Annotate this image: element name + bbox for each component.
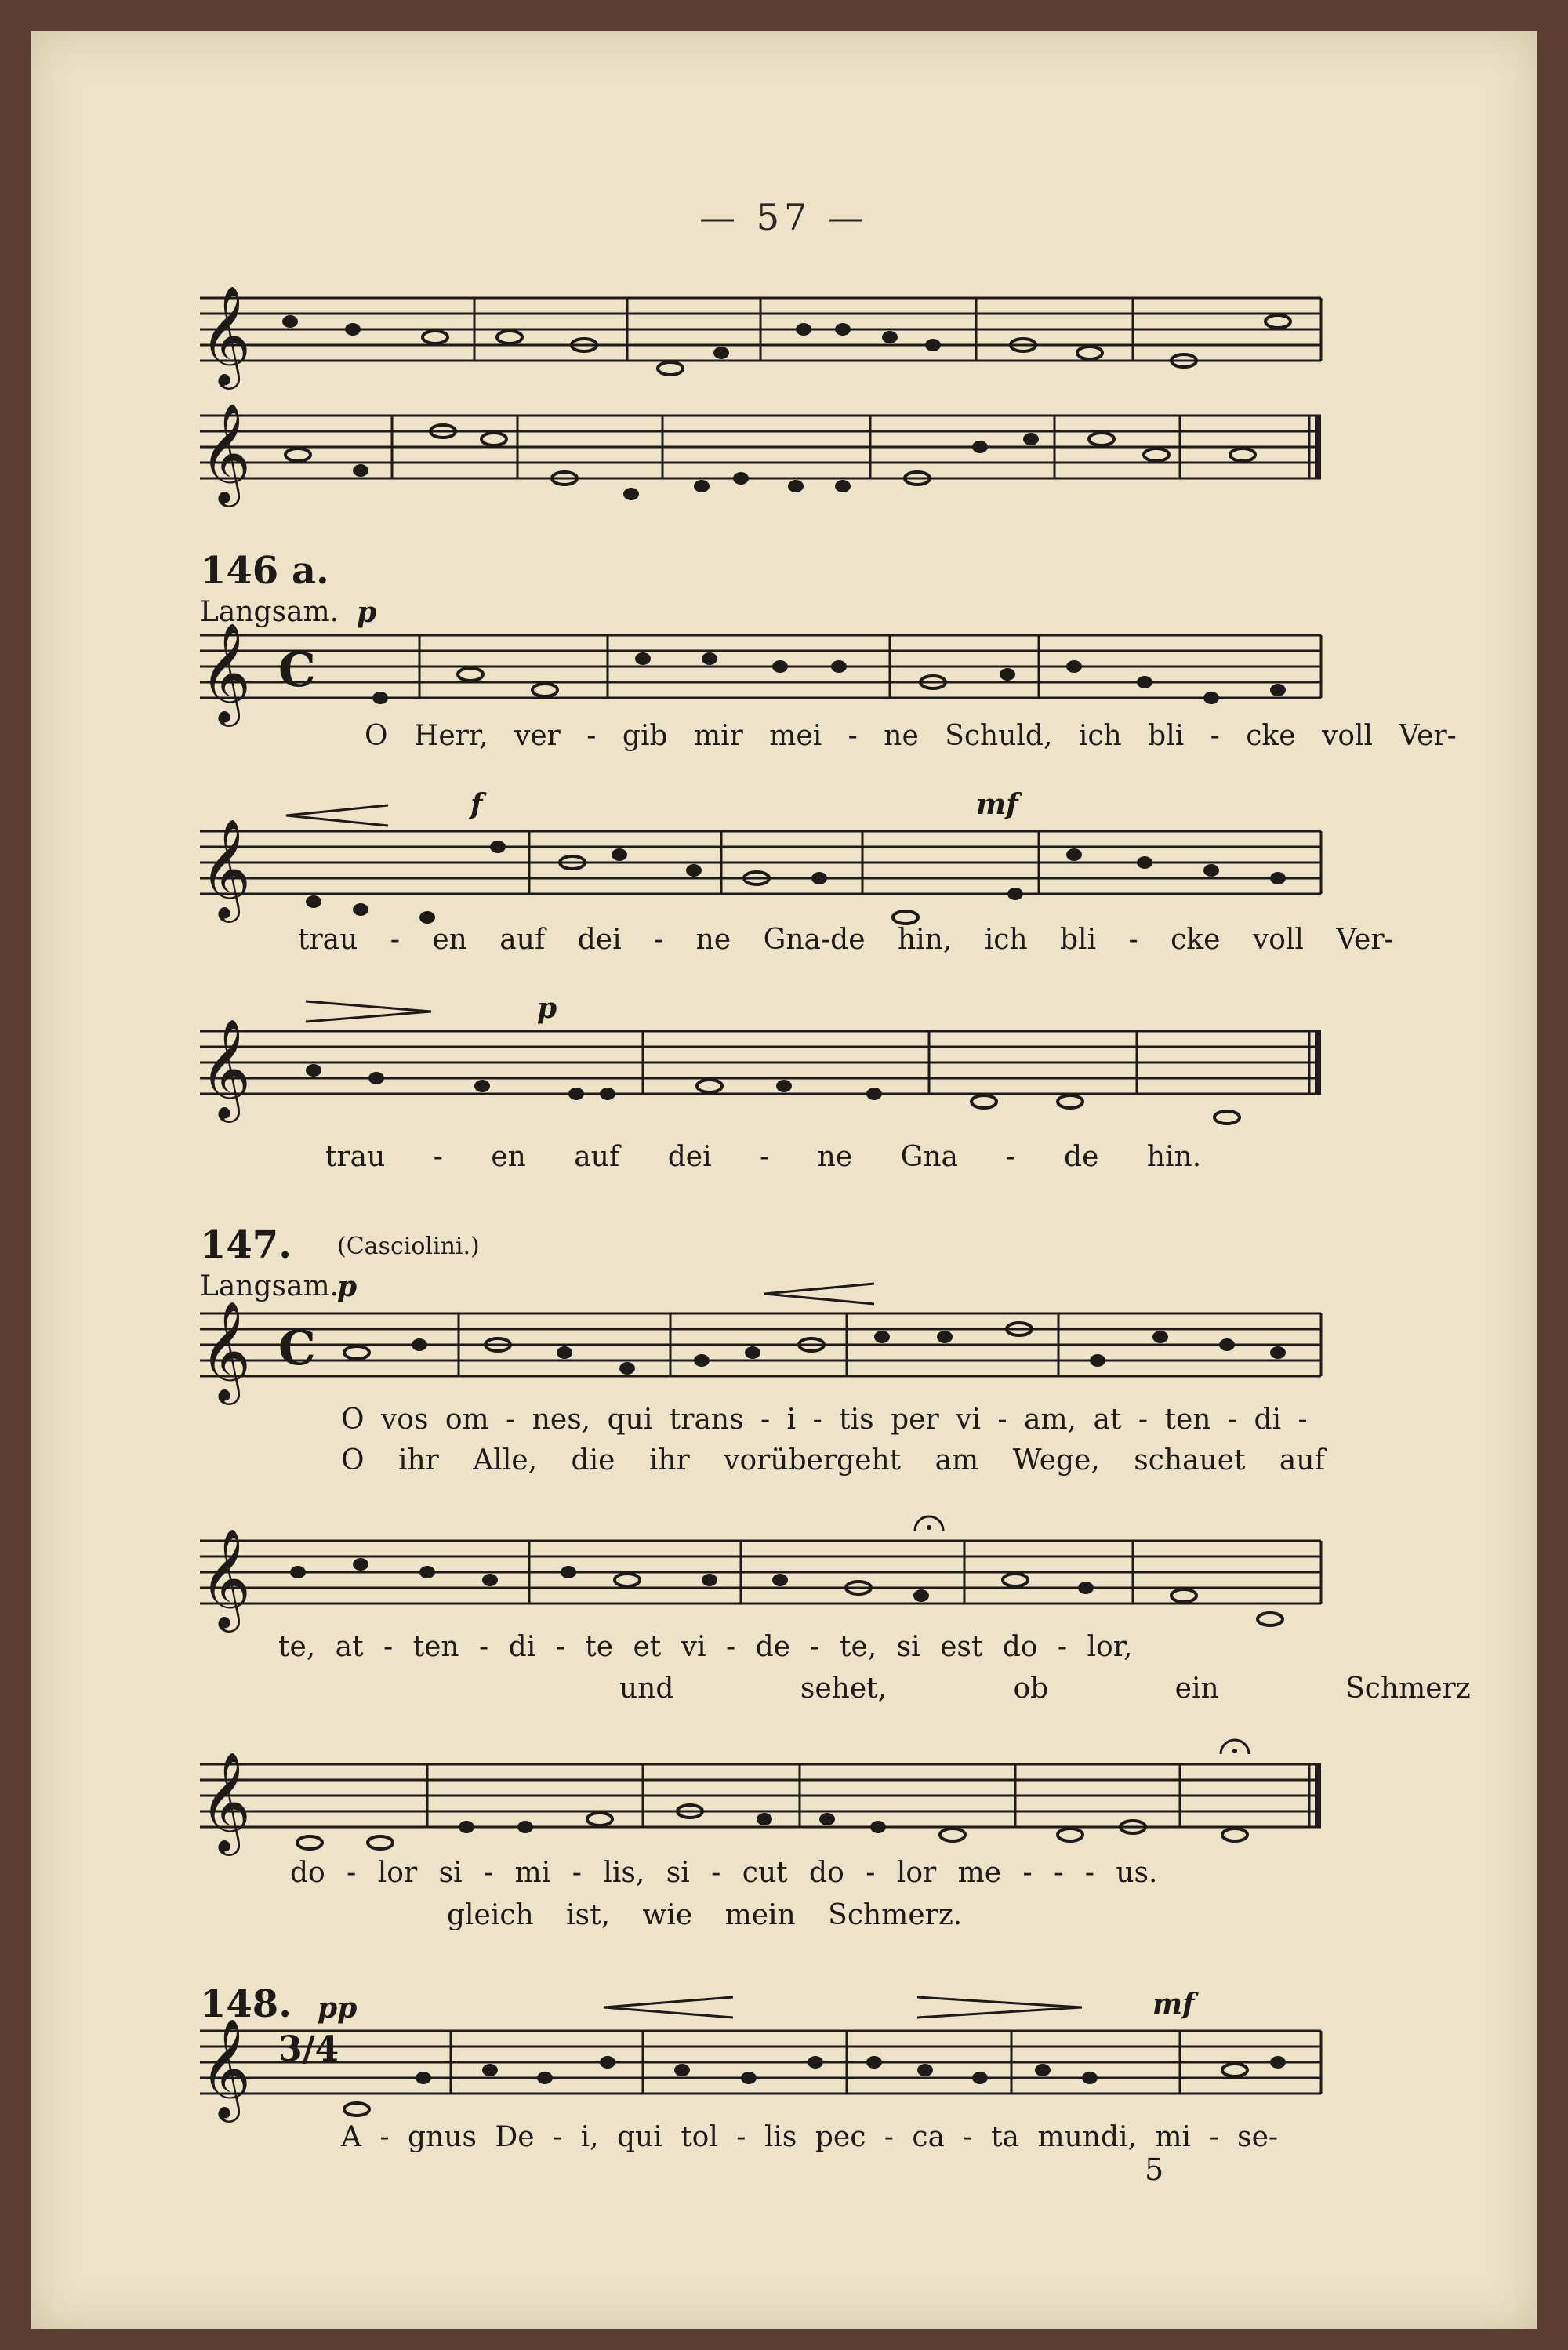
german-lyric-line: und sehet, ob ein Schmerz bbox=[619, 1673, 1471, 1705]
dynamic-marking: pp bbox=[318, 1992, 358, 2025]
svg-text:𝄞: 𝄞 bbox=[200, 402, 252, 503]
lyric-line: O Herr, ver - gib mir mei - ne Schuld, ich bli - cke voll Ver- bbox=[365, 720, 1457, 752]
dynamic-marking: mf bbox=[976, 788, 1018, 821]
german-lyric-line: O ihr Alle, die ihr vorübergeht am Wege, schauet auf bbox=[341, 1444, 1325, 1476]
page-number: — 57 — bbox=[699, 196, 869, 238]
lyric-line: trau - en auf dei - ne Gna - de hin. bbox=[325, 1141, 1202, 1173]
lyric-line: trau - en auf dei - ne Gna-de hin, ich bli - cke voll Ver- bbox=[298, 924, 1394, 956]
hymn-number: 148. bbox=[200, 1982, 292, 2026]
svg-text:𝄞: 𝄞 bbox=[200, 1300, 252, 1400]
dynamic-marking: f bbox=[470, 788, 483, 821]
staff-line-5 bbox=[200, 1018, 1321, 1125]
staff-line-8 bbox=[200, 1751, 1321, 1851]
svg-text:𝄞: 𝄞 bbox=[200, 622, 252, 722]
svg-text:𝄞: 𝄞 bbox=[200, 285, 252, 385]
staff-line-9 bbox=[200, 2018, 1321, 2118]
dynamic-marking: p bbox=[537, 992, 557, 1025]
hymn-number: 146 a. bbox=[200, 549, 329, 593]
latin-lyric-line: te, at - ten - di - te et vi - de - te, si est do - lor, bbox=[278, 1631, 1133, 1663]
svg-text:𝄞: 𝄞 bbox=[200, 1018, 252, 1118]
staff-line-2 bbox=[200, 402, 1321, 503]
composer-credit: (Casciolini.) bbox=[337, 1233, 480, 1260]
svg-text:𝄞: 𝄞 bbox=[200, 2018, 252, 2118]
tempo-marking: Langsam. bbox=[200, 1270, 339, 1302]
dynamic-marking: mf bbox=[1152, 1988, 1195, 2021]
dynamic-marking: p bbox=[357, 596, 377, 629]
staff-line-4 bbox=[200, 818, 1321, 925]
tempo-marking: Langsam. bbox=[200, 596, 339, 628]
svg-text:𝄞: 𝄞 bbox=[200, 818, 252, 918]
crescendo-hairpin bbox=[604, 1996, 733, 2019]
staff-line-7 bbox=[200, 1527, 1321, 1628]
svg-text:𝄞: 𝄞 bbox=[200, 1527, 252, 1628]
signature-mark: 5 bbox=[1145, 2152, 1164, 2187]
svg-text:𝄞: 𝄞 bbox=[200, 1751, 252, 1851]
staff-line-3 bbox=[200, 622, 1321, 722]
staff-line-1 bbox=[200, 285, 1321, 385]
lyric-line: A - gnus De - i, qui tol - lis pec - ca - ta mundi, mi - se- bbox=[341, 2121, 1279, 2153]
decrescendo-hairpin bbox=[306, 1000, 431, 1023]
decrescendo-hairpin bbox=[917, 1996, 1082, 2019]
latin-lyric-line: O vos om - nes, qui trans - i - tis per vi - am, at - ten - di - bbox=[341, 1404, 1308, 1436]
fermata bbox=[913, 1513, 945, 1534]
crescendo-hairpin bbox=[764, 1282, 874, 1306]
staff-line-6 bbox=[200, 1300, 1321, 1400]
german-lyric-line: gleich ist, wie mein Schmerz. bbox=[447, 1899, 963, 1931]
svg-text:C: C bbox=[278, 643, 316, 698]
svg-text:C: C bbox=[278, 1321, 316, 1376]
latin-lyric-line: do - lor si - mi - lis, si - cut do - lor me - - - us. bbox=[290, 1857, 1158, 1889]
dynamic-marking: p bbox=[337, 1270, 358, 1303]
fermata bbox=[1219, 1737, 1250, 1757]
svg-text:3/4: 3/4 bbox=[278, 2029, 339, 2069]
hymn-number: 147. bbox=[200, 1223, 292, 1267]
